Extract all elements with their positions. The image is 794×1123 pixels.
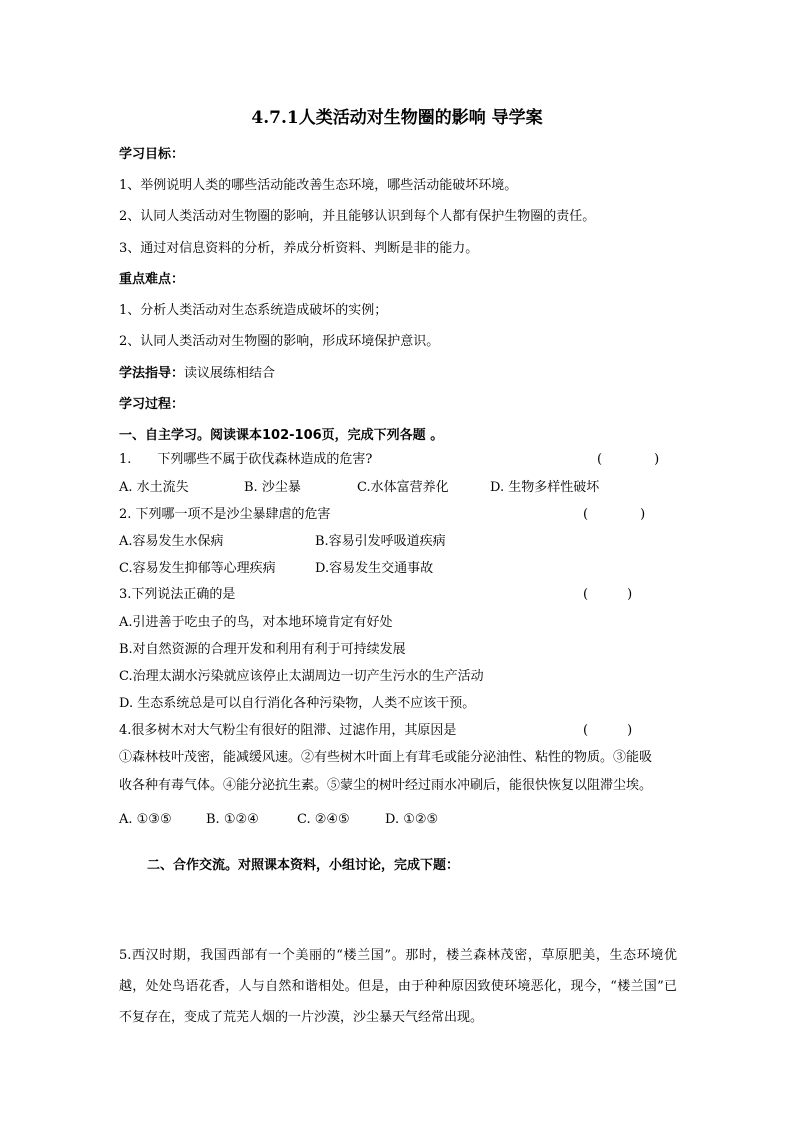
difficulty-item: 2、认同人类活动对生物圈的影响，形成环境保护意识。 — [119, 334, 440, 349]
question-4-option-d: D. ①②⑤ — [385, 812, 439, 827]
question-4-stem: 4.很多树木对大气粉尘有很好的阻滞、过滤作用，其原因是 — [119, 723, 457, 738]
question-5-passage: 5.西汉时期，我国西部有一个美丽的“楼兰国”。那时，楼兰森林茂密，草原肥美，生态环境优越，处处鸟语花香，人与自然和谐相处。但是，由于种种原因致使环境恶化，现今，“楼兰国”已不复存在，变成了荒芜人烟的一片沙漠，沙尘暴天气经常出现。 — [119, 948, 677, 1025]
question-4-option-b: B. ①②④ — [206, 812, 259, 827]
method-heading: 学法指导： — [119, 366, 185, 381]
question-3-option-d: D. 生态系统总是可以自行消化各种污染物，人类不应该干预。 — [119, 696, 476, 711]
section2-heading: 二、合作交流。对照课本资料，小组讨论，完成下题： — [147, 858, 460, 873]
objective-item: 3、通过对信息资料的分析，养成分析资料、判断是非的能力。 — [119, 241, 479, 256]
question-1-stem: 1. 下列哪些不属于砍伐森林造成的危害? — [119, 452, 373, 467]
page-title: 4.7.1人类活动对生物圈的影响 导学案 — [251, 108, 543, 128]
question-4-answer-blank: ( ) — [583, 723, 633, 738]
method-line — [119, 365, 275, 383]
question-2-option-c: C.容易发生抑郁等心理疾病 — [119, 561, 276, 576]
question-1-option-a: A. 水土流失 — [119, 480, 189, 495]
question-4-statement-line: ①森林枝叶茂密，能减缓风速。②有些树木叶面上有茸毛或能分泌油性、粘性的物质。③能吸 — [119, 750, 653, 765]
question-2-option-b: B.容易引发呼吸道疾病 — [315, 534, 446, 549]
question-3-option-a: A.引进善于吃虫子的鸟，对本地环境肯定有好处 — [119, 615, 393, 630]
process-heading: 学习过程： — [119, 397, 185, 412]
objectives-heading: 学习目标： — [119, 147, 185, 162]
question-1-answer-blank: ( ) — [597, 452, 660, 467]
question-3-stem: 3.下列说法正确的是 — [119, 587, 236, 602]
question-2-option-d: D.容易发生交通事故 — [315, 561, 434, 576]
question-3-option-b: B.对自然资源的合理开发和利用有利于可持续发展 — [119, 642, 406, 657]
question-2-stem: 2. 下列哪一项不是沙尘暴肆虐的危害 — [119, 507, 331, 522]
question-3-option-c: C.治理太湖水污染就应该停止太湖周边一切产生污水的生产活动 — [119, 669, 484, 684]
objective-item: 1、举例说明人类的哪些活动能改善生态环境，哪些活动能破坏环境。 — [119, 178, 518, 193]
section1-heading: 一、自主学习。阅读课本102-106页，完成下列各题 。 — [119, 428, 444, 443]
question-1-option-b: B. 沙尘暴 — [244, 480, 301, 495]
difficulty-item: 1、分析人类活动对生态系统造成破坏的实例； — [119, 303, 388, 318]
question-1-option-c: C.水体富营养化 — [357, 480, 449, 495]
question-4-statement-line: 收各种有毒气体。④能分泌抗生素。⑤蒙尘的树叶经过雨水冲刷后，能很快恢复以阻滞尘埃。 — [119, 778, 653, 793]
objective-item: 2、认同人类活动对生物圈的影响，并且能够认识到每个人都有保护生物圈的责任。 — [119, 209, 596, 224]
method-text: 读议展练相结合 — [184, 366, 276, 381]
question-1-option-d: D. 生物多样性破坏 — [490, 480, 600, 495]
question-2-answer-blank: ( ) — [583, 507, 646, 522]
question-4-option-a: A. ①③⑤ — [119, 812, 172, 827]
question-2-option-a: A.容易发生水保病 — [119, 534, 224, 549]
question-3-answer-blank: ( ) — [583, 587, 633, 602]
question-4-option-c: C. ②④⑤ — [297, 812, 350, 827]
difficulties-heading: 重点难点： — [119, 272, 185, 287]
